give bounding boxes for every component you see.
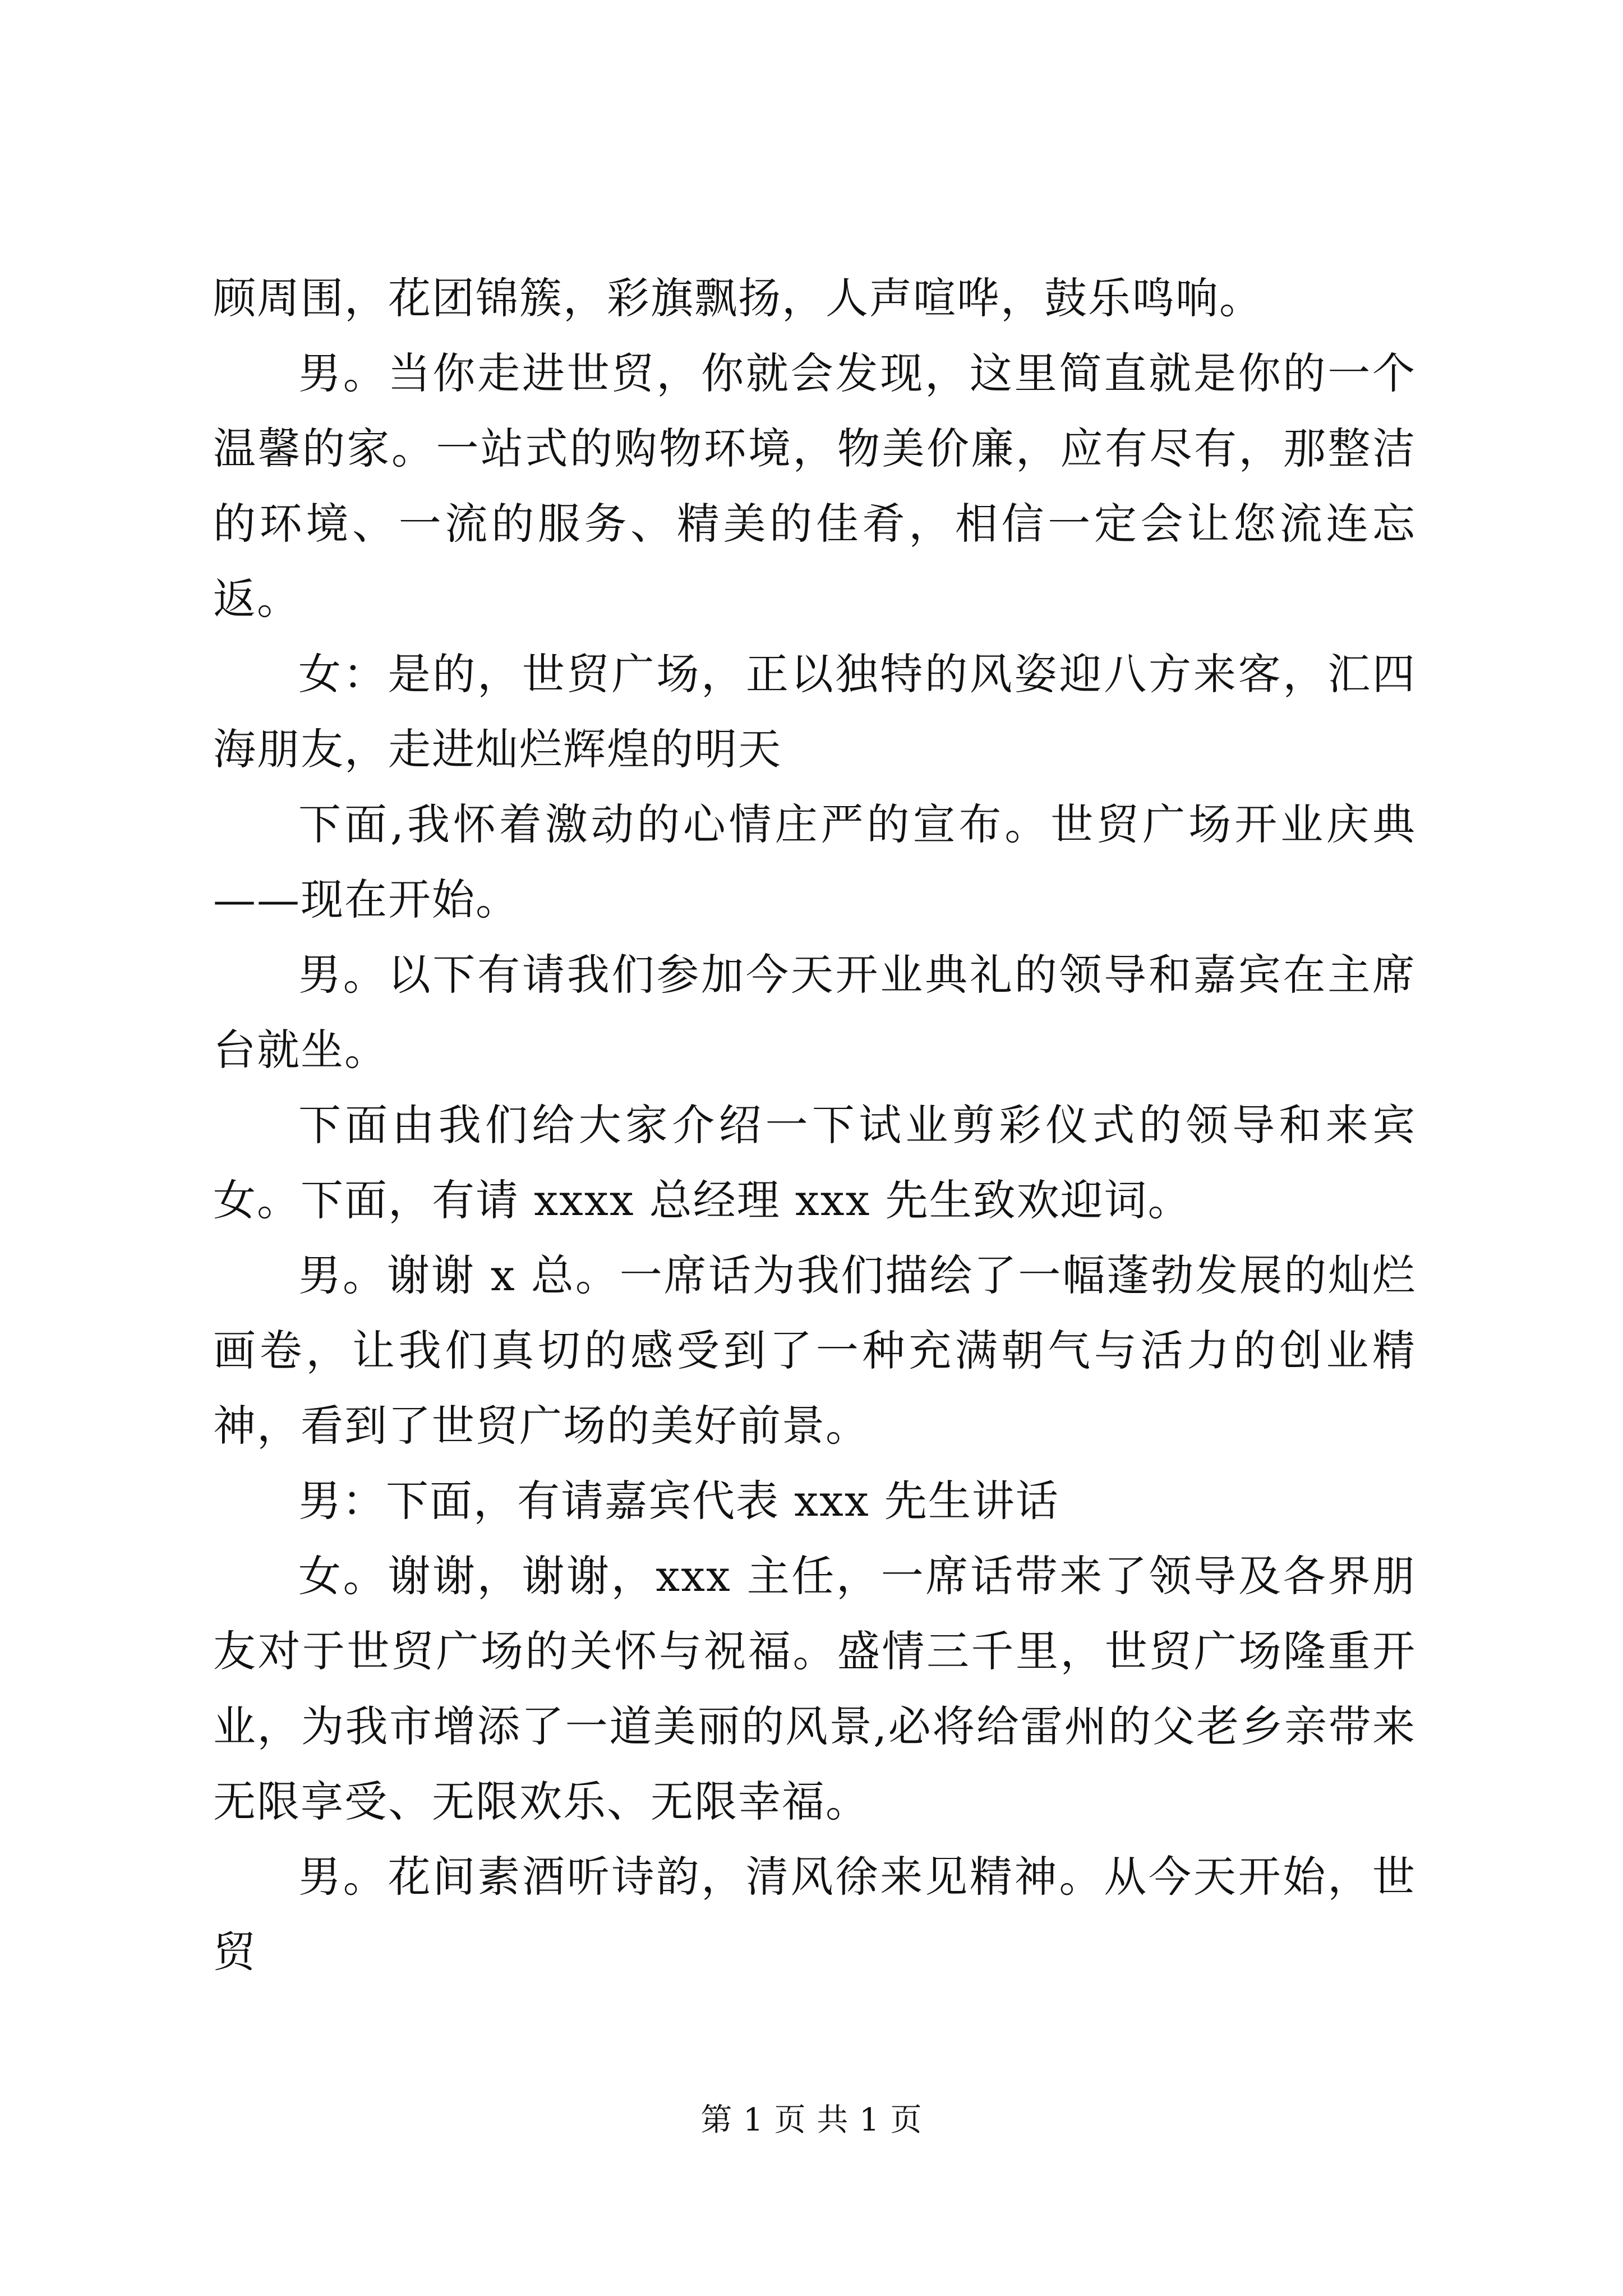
- paragraph: 男。当你走进世贸，你就会发现，这里简直就是你的一个温馨的家。一站式的购物环境，物美价廉，应有尽有，那整洁的环境、一流的服务、精美的佳肴，相信一定会让您流连忘返。: [213, 348, 1416, 624]
- page-number-label: 第 1 页 共 1 页: [700, 2102, 923, 2138]
- paragraph: 女。谢谢，谢谢，xxx 主任，一席话带来了领导及各界朋友对于世贸广场的关怀与祝福。盛情三千里，世贸广场隆重开业，为我市增添了一道美丽的风景,必将给雷州的父老乡亲带来无限享受、无限欢乐、无限幸福。: [213, 1551, 1416, 1826]
- paragraph: 女：是的，世贸广场，正以独特的风姿迎八方来客，汇四海朋友，走进灿烂辉煌的明天: [213, 649, 1416, 774]
- paragraph: 男。以下有请我们参加今天开业典礼的领导和嘉宾在主席台就坐。: [213, 950, 1416, 1075]
- paragraph: 男。谢谢 x 总。一席话为我们描绘了一幅蓬勃发展的灿烂画卷，让我们真切的感受到了一种充满朝气与活力的创业精神，看到了世贸广场的美好前景。: [213, 1250, 1416, 1451]
- paragraph-continuation: 顾周围，花团锦簇，彩旗飘扬，人声喧哗，鼓乐鸣响。: [213, 273, 1263, 323]
- paragraph: 下面,我怀着激动的心情庄严的宣布。世贸广场开业庆典——现在开始。: [213, 799, 1416, 924]
- paragraph: 男。花间素酒听诗韵，清风徐来见精神。从今天开始，世贸: [213, 1852, 1416, 1977]
- paragraph: 下面由我们给大家介绍一下试业剪彩仪式的领导和来宾女。下面，有请 xxxx 总经理 xxx 先生致欢迎词。: [213, 1100, 1416, 1225]
- page-footer: [0, 2098, 1623, 2143]
- document-body: [213, 261, 1416, 1990]
- paragraph: 男：下面，有请嘉宾代表 xxx 先生讲话: [298, 1476, 1059, 1526]
